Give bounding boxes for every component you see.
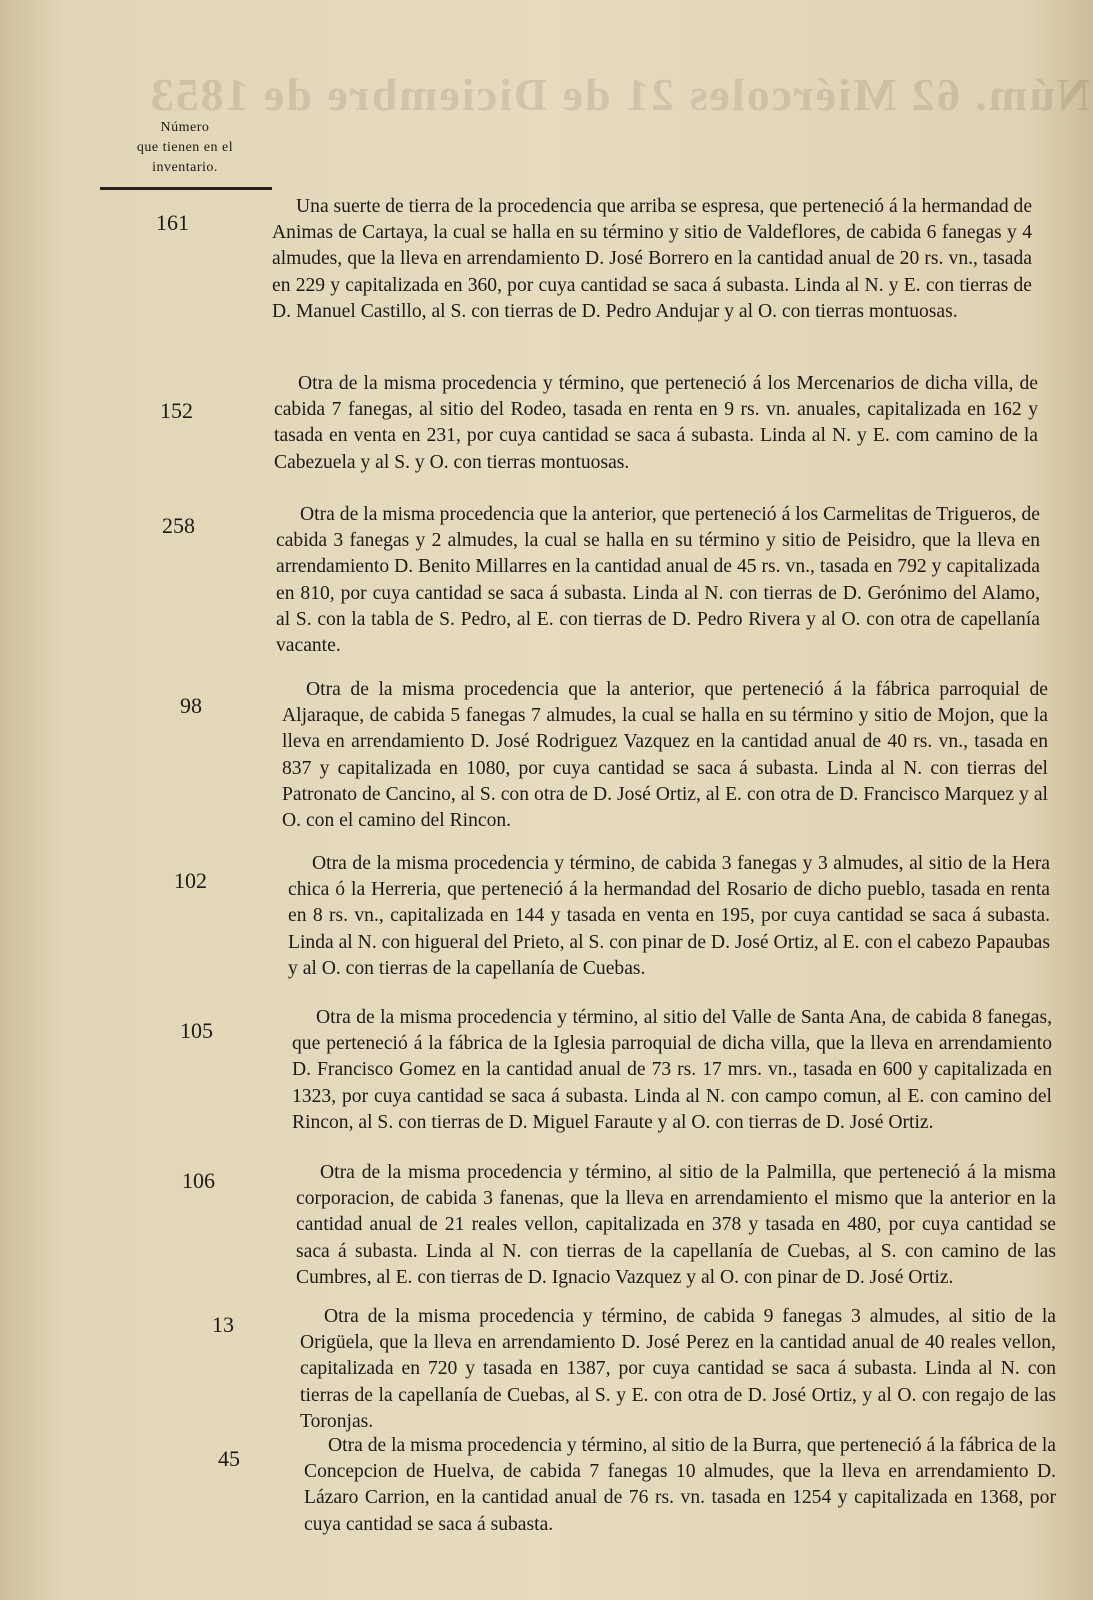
entry-text: Una suerte de tierra de la procedencia que arriba se espresa, que perteneció á la hermandad de Animas de Cartaya, la cual se halla en su término y sitio de Valdeflores, de cabida 6 fanegas y 4 almudes, que la lleva en arrendamiento D. José Borrero en la cantidad anual de 20 rs. vn., tasada en 229 y capitalizada en 360, por cuya cantidad se saca á subasta. Linda al N. y E. con tierras de D. Manuel Castillo, al S. con tierras de D. Pedro Andujar y al O. con tierras montuosas. [272, 196, 1033, 322]
entry-text: Otra de la misma procedencia y término, al sitio de la Burra, que perteneció á la fábrica de la Concepcion de Huelva, de cabida 7 fanegas 10 almudes, que la lleva en arrendamiento D. Lázaro Carrion, en la cantidad anual de 76 rs. vn. tasada en 1254 y capitalizada en 1368, por cuya cantidad se saca á subasta. [304, 1435, 1056, 1535]
inventory-number: 161 [156, 210, 189, 235]
inventory-number: 105 [180, 1018, 213, 1043]
inventory-number: 13 [212, 1312, 234, 1337]
inventory-number: 45 [218, 1446, 240, 1471]
header-rule [100, 187, 272, 190]
entry-text: Otra de la misma procedencia y término, al sitio del Valle de Santa Ana, de cabida 8 fanegas, que perteneció á la fábrica de la Iglesia parroquial de dicha villa, que la lleva en arrendamiento D. Francisco Gomez en la cantidad anual de 73 rs. 17 mrs. vn., tasada en 600 y capitalizada en 1323, por cuya cantidad se saca á subasta. Linda al N. con campo comun, al E. con camino del Rincon, al S. con tierras de D. Miguel Faraute y al O. con tierras de D. José Ortiz. [292, 1007, 1052, 1133]
entry-text: Otra de la misma procedencia y término, al sitio de la Palmilla, que perteneció á la misma corporacion, de cabida 3 fanenas, que la lleva en arrendamiento el mismo que la anterior en la cantidad anual de 21 reales vellon, capitalizada en 378 y tasada en 480, por cuya cantidad se saca á subasta. Linda al N. con tierras de la capellanía de Cuebas, al S. con camino de las Cumbres, al E. con tierras de D. Ignacio Vazquez y al O. con pinar de D. José Ortiz. [296, 1162, 1056, 1288]
column-label-line-3: inventario. [152, 160, 218, 175]
inventory-column-header [100, 118, 270, 178]
entry-text: Otra de la misma procedencia y término, de cabida 9 fanegas 3 almudes, al sitio de la Origüela, que la lleva en arrendamiento D. José Perez en la cantidad anual de 40 reales vellon, capitalizada en 720 y tasada en 1387, por cuya cantidad se saca á subasta. Linda al N. con tierras de la capellanía de Cuebas, al S. y E. con otra de D. José Ortiz, y al O. con regajo de las Toronjas. [300, 1306, 1056, 1432]
bleed-through-header: Núm. 62 Miércoles 21 de Diciembre de 1853 [148, 69, 1090, 120]
inventory-number: 152 [160, 398, 193, 423]
entry-text: Otra de la misma procedencia que la anterior, que perteneció á la fábrica parroquial de Aljaraque, de cabida 5 fanegas 7 almudes, la cual se halla en su término y sitio de Mojon, que la lleva en arrendamiento D. José Rodriguez Vazquez en la cantidad anual de 40 rs. vn., tasada en 837 y capitalizada en 1080, por cuya cantidad se saca á subasta. Linda al N. con tierras del Patronato de Cancino, al S. con otra de D. José Ortiz, al E. con otra de D. Francisco Marquez y al O. con el camino del Rincon. [282, 679, 1048, 832]
entry-text: Otra de la misma procedencia y término, de cabida 3 fanegas y 3 almudes, al sitio de la Hera chica ó la Herreria, que perteneció á la hermandad del Rosario de dicho pueblo, tasada en renta en 8 rs. vn., capitalizada en 144 y tasada en venta en 195, por cuya cantidad se saca á subasta. Linda al N. con higueral del Prieto, al S. con pinar de D. José Ortiz, al E. con el cabezo Papaubas y al O. con tierras de la capellanía de Cuebas. [288, 853, 1050, 979]
entry-text: Otra de la misma procedencia y término, que perteneció á los Mercenarios de dicha villa, de cabida 7 fanegas, al sitio del Rodeo, tasada en renta en 9 rs. vn. anuales, capitalizada en 162 y tasada en venta en 231, por cuya cantidad se saca á subasta. Linda al N. y E. com camino de la Cabezuela y al S. y O. con tierras montuosas. [274, 373, 1038, 473]
inventory-number: 106 [182, 1168, 215, 1193]
inventory-number: 98 [180, 693, 202, 718]
column-label-line-2: que tienen en el [136, 140, 234, 155]
inventory-number: 102 [174, 868, 207, 893]
entry-text: Otra de la misma procedencia que la anterior, que perteneció á los Carmelitas de Trigueros, de cabida 3 fanegas y 2 almudes, la cual se halla en su término y sitio de Peisidro, que la lleva en arrendamiento D. Benito Millarres en la cantidad anual de 45 rs. vn., tasada en 792 y capitalizada en 810, por cuya cantidad se saca á subasta. Linda al N. con tierras de D. Gerónimo del Alamo, al S. con la tabla de S. Pedro, al E. con tierras de D. Pedro Rivera y al O. con otra de capellanía vacante. [276, 504, 1040, 657]
inventory-number: 258 [162, 513, 195, 538]
column-label-line-1: Número [160, 120, 210, 135]
